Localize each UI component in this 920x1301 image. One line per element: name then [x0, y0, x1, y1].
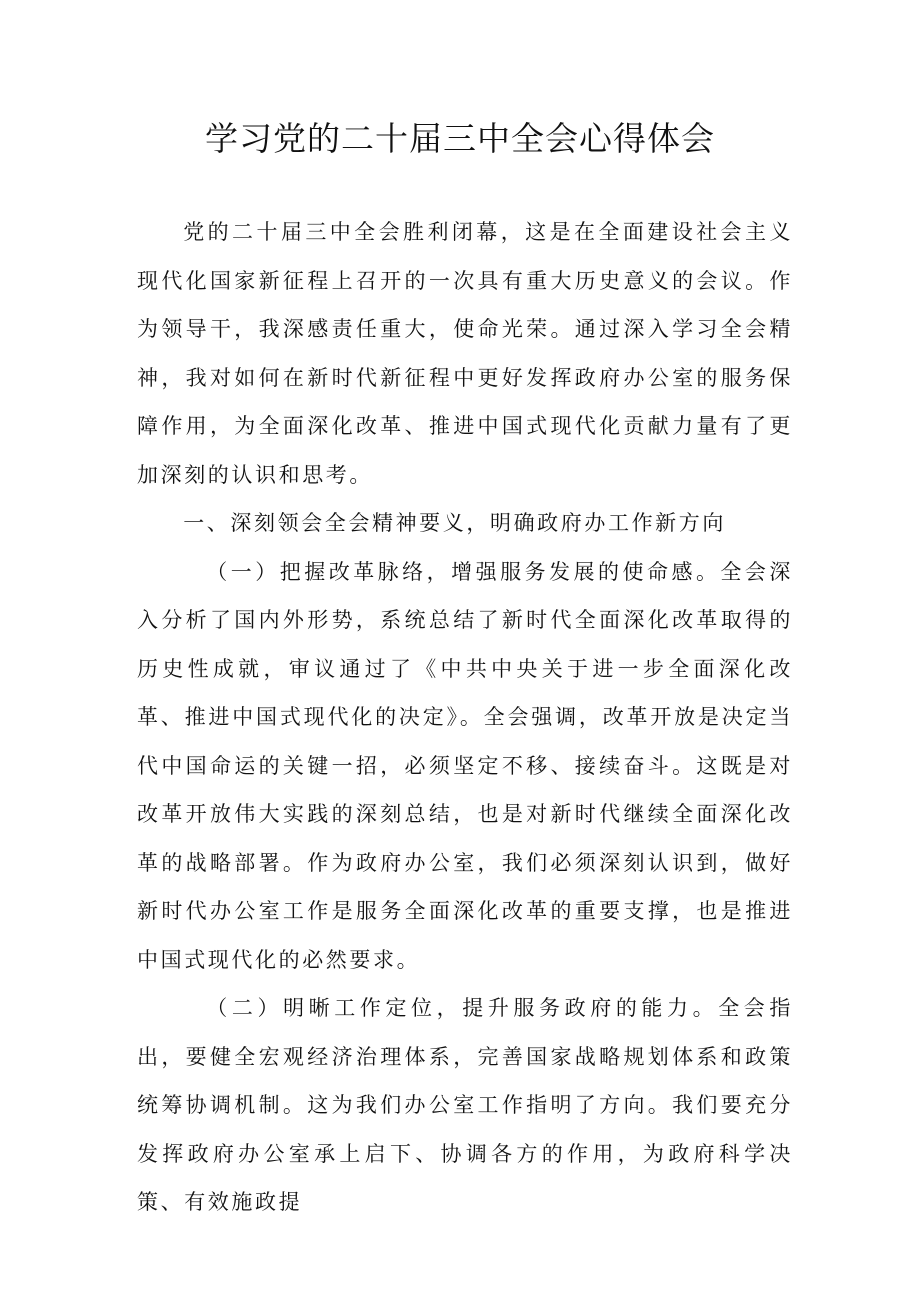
subsection-paragraph-1: （一）把握改革脉络，增强服务发展的使命感。全会深入分析了国内外形势，系统总结了新时代全面深化改革取得的历史性成就，审议通过了《中共中央关于进一步全面深化改革、推进中国式现代化的决定》。全会强调，改革开放是决定当代中国命运的关键一招，必须坚定不移、接续奋斗。这既是对改革开放伟大实践的深刻总结，也是对新时代继续全面深化改革的战略部署。作为政府办公室，我们必须深刻认识到，做好新时代办公室工作是服务全面深化改革的重要支撑，也是推进中国式现代化的必然要求。 — [137, 559, 793, 972]
document-title: 学习党的二十届三中全会心得体会 — [205, 119, 715, 158]
subsection-paragraph-2: （二）明晰工作定位，提升服务政府的能力。全会指出，要健全宏观经济治理体系，完善国家战略规划体系和政策统筹协调机制。这为我们办公室工作指明了方向。我们要充分发挥政府办公室承上启下、协调各方的作用，为政府科学决策、有效施政提 — [137, 996, 793, 1214]
section-heading-1: 一、深刻领会全会精神要义，明确政府办工作新方向 — [183, 511, 726, 535]
document-body — [137, 208, 793, 1227]
intro-paragraph: 党的二十届三中全会胜利闭幕，这是在全面建设社会主义现代化国家新征程上召开的一次具有重大历史意义的会议。作为领导干，我深感责任重大，使命光荣。通过深入学习全会精神，我对如何在新时代新征程中更好发挥政府办公室的服务保障作用，为全面深化改革、推进中国式现代化贡献力量有了更加深刻的认识和思考。 — [137, 220, 793, 487]
